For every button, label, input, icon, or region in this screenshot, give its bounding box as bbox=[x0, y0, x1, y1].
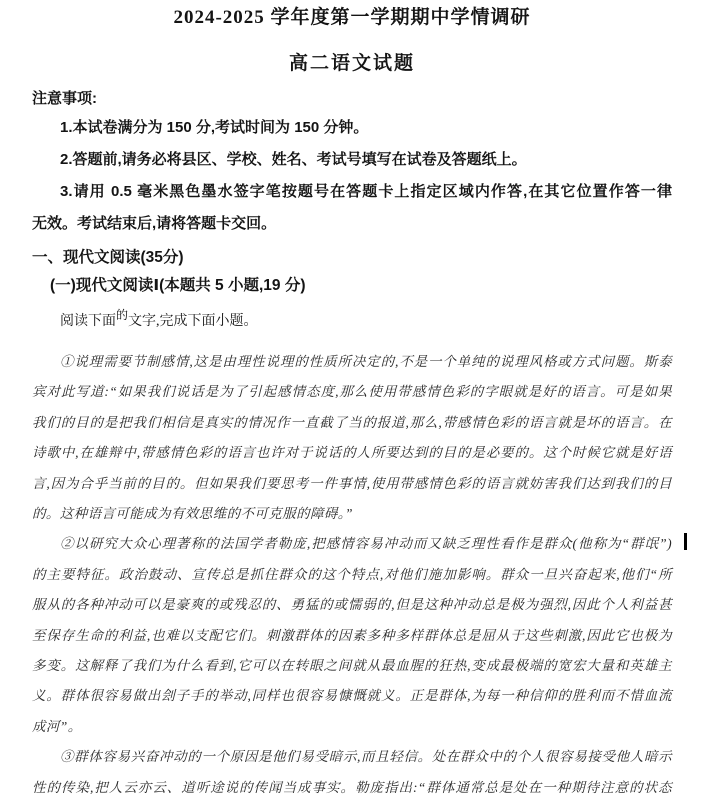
paragraph-2-line: 的主要特征。政治鼓动、宣传总是抓住群众的这个特点,对他们施加影响。群众一旦兴奋起来,他们“所 bbox=[32, 566, 672, 582]
paragraph-3-line: ③群体容易兴奋冲动的一个原因是他们易受暗示,而且轻信。处在群众中的个人很容易接受他人暗示 bbox=[60, 749, 672, 765]
reading-instruction-raised-char: 的 bbox=[116, 308, 129, 322]
reading-instruction-post: 文字,完成下面小题。 bbox=[128, 314, 258, 329]
paragraph-1-line: 宾对此写道:“如果我们说话是为了引起感情态度,那么使用带感情色彩的字眼就是好的语言。可是如果 bbox=[32, 384, 672, 400]
paragraph-1-line: 的。这种语言可能成为有效思维的不可克服的障碍。” bbox=[32, 506, 353, 522]
paragraph-1-line: 我们的目的是把我们相信是真实的情况作一直截了当的报道,那么,带感情色彩的语言就是坏的语言。在 bbox=[32, 414, 672, 430]
paragraph-2-line: 多变。这解释了我们为什么看到,它可以在转眼之间就从最血腥的狂热,变成最极端的宽宏大量和英雄主 bbox=[32, 658, 672, 674]
paragraph-1-line: 诗歌中,在雄辩中,带感情色彩的语言也许对于说话的人所要达到的目的是必要的。这个时候它就是好语 bbox=[32, 445, 672, 461]
subsection-heading-reading-1: (一)现代文阅读Ⅰ(本题共 5 小题,19 分) bbox=[50, 277, 306, 294]
text-cursor bbox=[684, 533, 687, 550]
notice-item-2: 2.答题前,请务必将县区、学校、姓名、考试号填写在试卷及答题纸上。 bbox=[60, 151, 527, 168]
notice-heading: 注意事项: bbox=[32, 90, 97, 107]
exam-title: 2024-2025 学年度第一学期期中学情调研 bbox=[173, 7, 531, 28]
reading-passage bbox=[32, 347, 672, 797]
paragraph-2-line: 成河”。 bbox=[32, 718, 82, 734]
paragraph-2-line: 至保存生命的利益,也难以支配它们。刺激群体的因素多种多样群体总是屈从于这些刺激,因此它也极为 bbox=[32, 627, 672, 643]
exam-subtitle: 高二语文试题 bbox=[288, 53, 415, 74]
section-heading-modern-reading: 一、现代文阅读(35分) bbox=[32, 249, 184, 266]
notice-item-3-line-1: 3.请用 0.5 毫米黑色墨水签字笔按题号在答题卡上指定区域内作答,在其它位置作答一律 bbox=[60, 183, 672, 200]
reading-instruction-pre: 阅读下面 bbox=[60, 314, 116, 329]
notice-item-1: 1.本试卷满分为 150 分,考试时间为 150 分钟。 bbox=[60, 119, 369, 136]
paragraph-1-line: ①说理需要节制感情,这是由理性说理的性质所决定的,不是一个单纯的说理风格或方式问题。斯泰 bbox=[60, 354, 672, 369]
paragraph-2-line: 义。群体很容易做出刽子手的举动,同样也很容易慷慨就义。正是群体,为每一种信仰的胜利而不惜血流 bbox=[32, 688, 672, 704]
paragraph-2-line: ②以研究大众心理著称的法国学者勒庞,把感情容易冲动而又缺乏理性看作是群众(他称为“群氓”) bbox=[60, 536, 672, 552]
paragraph-3-line: 性的传染,把人云亦云、道听途说的传闻当成事实。勒庞指出:“群体通常总是处在一种期待注意的状态 bbox=[32, 779, 672, 795]
reading-instruction bbox=[32, 306, 672, 337]
paragraph-1-line: 言,因为合乎当前的目的。但如果我们要思考一件事情,使用带感情色彩的语言就妨害我们达到我们的目 bbox=[32, 475, 672, 491]
paragraph-2-line: 服从的各种冲动可以是豪爽的或残忍的、勇猛的或懦弱的,但是这种冲动总是极为强烈,因此个人利益甚 bbox=[32, 597, 672, 613]
notice-item-3-line-2: 无效。考试结束后,请将答题卡交回。 bbox=[32, 215, 277, 232]
